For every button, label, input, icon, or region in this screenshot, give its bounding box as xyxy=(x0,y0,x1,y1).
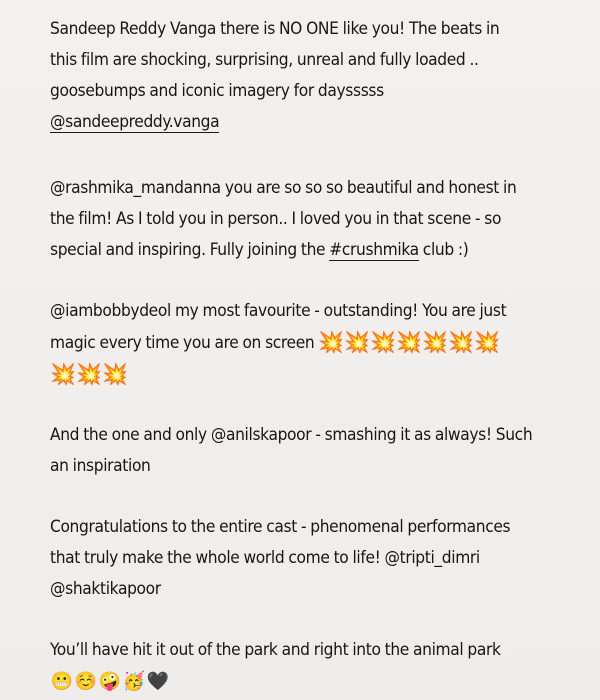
caption-line: @iambobbydeol my most favourite - outstanding! You are just xyxy=(50,301,507,321)
partying-face-icon: 🥳 xyxy=(122,671,146,692)
caption-line xyxy=(50,107,590,138)
caption-line xyxy=(50,235,590,266)
caption-paragraph-director xyxy=(50,14,590,138)
caption-line: Congratulations to the entire cast - phenomenal performances xyxy=(50,517,511,537)
caption-line: You’ll have hit it out of the park and right into the animal park xyxy=(50,640,501,660)
grimacing-face-icon: 😬 xyxy=(50,671,74,692)
caption-line: @rashmika_mandanna you are so so so beautiful and honest in xyxy=(50,178,517,198)
caption-paragraph-bobby xyxy=(50,296,590,390)
collision-icon: 💥 xyxy=(448,330,475,355)
collision-icon: 💥 xyxy=(370,330,397,355)
closing-emoji-row xyxy=(50,666,590,697)
mention-sandeepreddy-vanga[interactable]: @sandeepreddy.vanga xyxy=(50,112,220,132)
caption-line-prefix: special and inspiring. Fully joining the xyxy=(50,240,330,260)
caption-line-text: magic every time you are on screen xyxy=(50,333,319,353)
black-heart-icon: 🖤 xyxy=(146,671,170,692)
caption-paragraph-cast xyxy=(50,512,590,605)
zany-face-icon: 🤪 xyxy=(98,671,122,692)
collision-icon: 💥 xyxy=(318,330,345,355)
caption-line xyxy=(50,327,590,359)
hashtag-crushmika[interactable]: #crushmika xyxy=(329,240,419,260)
caption-paragraph-anil xyxy=(50,420,590,482)
caption-line: Sandeep Reddy Vanga there is NO ONE like you! The beats in xyxy=(50,19,500,39)
caption-line-suffix: club :) xyxy=(418,240,469,260)
collision-icon: 💥 xyxy=(344,330,371,355)
caption-line: And the one and only @anilskapoor - smashing it as always! Such xyxy=(50,425,533,445)
collision-icon: 💥 xyxy=(102,362,128,387)
caption-line: an inspiration xyxy=(50,456,151,476)
collision-icon: 💥 xyxy=(422,330,449,355)
caption-line: this film are shocking, surprising, unreal and fully loaded .. xyxy=(50,50,479,70)
caption-paragraph-closing xyxy=(50,635,590,697)
collision-icon: 💥 xyxy=(76,362,102,387)
caption-line: that truly make the whole world come to life! @tripti_dimri xyxy=(50,548,480,568)
collision-icon: 💥 xyxy=(50,362,76,387)
collision-emoji-row-1 xyxy=(318,332,500,353)
caption-line: goosebumps and iconic imagery for daysssss xyxy=(50,81,384,101)
caption-line: the film! As I told you in person.. I loved you in that scene - so xyxy=(50,209,502,229)
caption-line: @shaktikapoor xyxy=(50,579,161,599)
collision-icon: 💥 xyxy=(396,330,423,355)
caption-paragraph-rashmika xyxy=(50,173,590,266)
collision-emoji-row-2 xyxy=(50,359,590,390)
collision-icon: 💥 xyxy=(474,330,501,355)
smiling-face-icon: ☺️ xyxy=(74,671,98,692)
